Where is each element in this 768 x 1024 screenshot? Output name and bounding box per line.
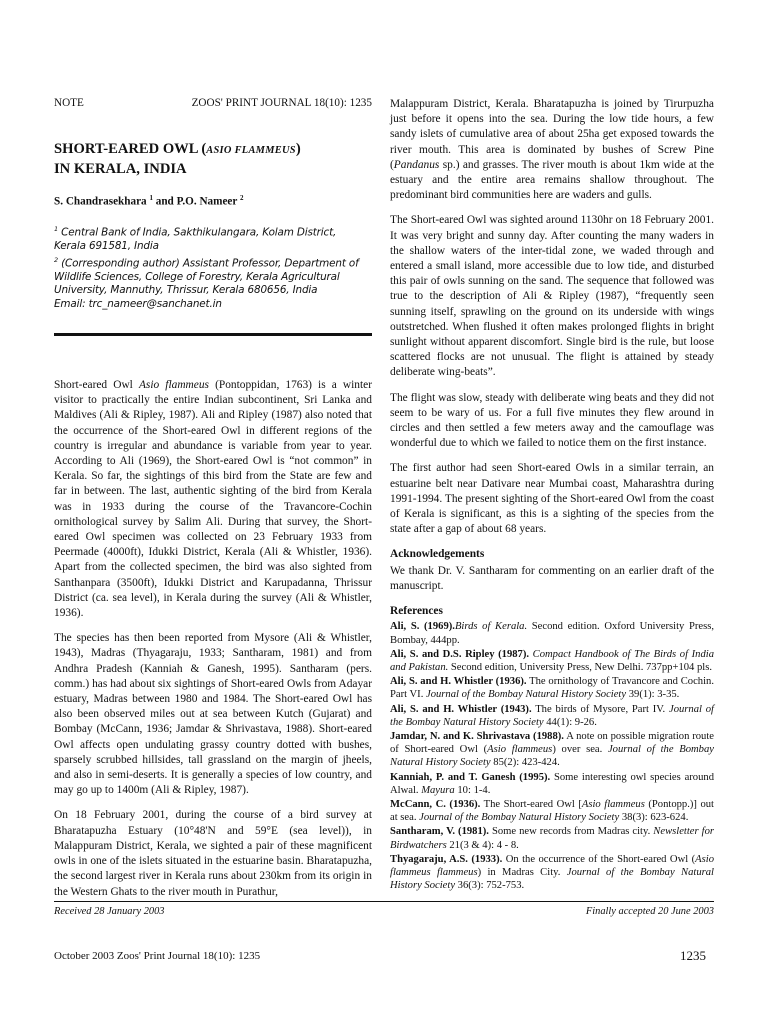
reference-title: Asio flammeus <box>487 744 553 756</box>
reference-item: Ali, S. (1969).Birds of Kerala. Second edition. Oxford University Press, Bombay, 444pp. <box>390 621 714 646</box>
reference-author: Ali, S. and H. Whistler (1943). <box>390 703 532 715</box>
title-line-2: IN KERALA, INDIA <box>54 161 187 177</box>
reference-title: Journal of the Bombay Natural History Society <box>390 744 714 769</box>
affiliation-2-marker: 2 <box>54 255 58 264</box>
reference-item: McCann, C. (1936). The Short-eared Owl [Asio flammeus (Pontopp.)] out at sea. Journal of the Bombay Natural History Society 38(3): 623-624. <box>390 798 714 824</box>
received-date: Received 28 January 2003 <box>54 906 165 917</box>
article-title <box>54 140 372 178</box>
paragraph-flight: The flight was slow, steady with deliberate wing beats and they did not seem to be wary of us. For a full five minutes they flew around in circles and then settled a few meters away and the camouflage was wonderful due to which we failed to notice them on the first instance. <box>390 391 714 450</box>
journal-citation: ZOOS' PRINT JOURNAL 18(10): 1235 <box>191 97 372 109</box>
reference-item: Kanniah, P. and T. Ganesh (1995). Some interesting owl species around Alwal. Mayura 10: 1-4. <box>390 771 714 796</box>
acknowledgements-heading: Acknowledgements <box>390 548 485 561</box>
affiliation-1-marker: 1 <box>54 225 58 233</box>
running-header <box>54 97 372 109</box>
reference-item: Santharam, V. (1981). Some new records from Madras city. Newsletter for Birdwatchers 21(3 & 4): 4 - 8. <box>390 826 714 851</box>
acknowledgements-text: We thank Dr. V. Santharam for commenting on an earlier draft of the manuscript. <box>390 564 714 592</box>
page-number: 1235 <box>680 948 706 963</box>
title-part: ) <box>295 141 301 157</box>
reference-author: Ali, S. and D.S. Ripley (1987). <box>390 648 530 660</box>
title-scientific-name: ASIO FLAMMEUS <box>206 145 296 156</box>
paragraph-observation: The Short-eared Owl was sighted around 1130hr on 18 February 2001. It was very bright and sunny day. After counting the many waders in the shallow waters of the inter-tidal zone, we waded through and entered a small island, more accessible due to low tide, and disturbed this pair of owls sunning on the sand. The sequence that followed was true to the description of Ali & Ripley (1987), “frequently seen sunning itself, sprawling on the ground on its underside with wings outstretched. When flushed it often makes prolonged flights in bright sunlight without apparent discomfort. Single bird is the rule, but loose scattered flocks are not unusual. The flight is attained by steady deliberate wing-beats”. <box>390 214 714 379</box>
reference-item: Thyagaraju, A.S. (1933). On the occurrence of the Short-eared Owl (Asio flammeus flammeus) in Madras City. Journal of the Bombay Natural History Society 36(3): 752-753. <box>390 853 714 892</box>
reference-item: Ali, S. and D.S. Ripley (1987). Compact Handbook of The Birds of India and Pakistan. Second edition, University Press, New Delhi. 737pp+104 pls. <box>390 648 715 673</box>
reference-title: Birds of Kerala. <box>454 621 528 633</box>
reference-author: Thyagaraju, A.S. (1933). <box>390 853 503 865</box>
accepted-date: Finally accepted 20 June 2003 <box>585 906 714 917</box>
left-column <box>54 378 372 910</box>
reference-author: Santharam, V. (1981). <box>390 826 489 838</box>
reference-title: Journal of the Bombay Natural History Society <box>419 812 620 824</box>
footer-divider <box>54 901 714 902</box>
email: Email: trc_nameer@sanchanet.in <box>54 297 222 310</box>
reference-item: Ali, S. and H. Whistler (1943). The birds of Mysore, Part IV. Journal of the Bombay Natural History Society 44(1): 9-26. <box>390 703 714 728</box>
paragraph-significance: The first author had seen Short-eared Owls in a similar terrain, an estuarine belt near Dativare near Mumbai coast, Maharashtra during 1991-1994. The present sighting of the Short-eared Owl from the coast of Kerala is significant, as this is a sighting of the species from the state after a gap of about 68 years. <box>390 462 714 536</box>
reference-title: Journal of the Bombay Natural History Society <box>390 703 714 728</box>
reference-title: Newsletter for Birdwatchers <box>390 826 714 851</box>
reference-author: Kanniah, P. and T. Ganesh (1995). <box>390 771 551 783</box>
reference-title: Journal of the Bombay Natural History Society <box>426 689 627 701</box>
title-divider <box>54 333 372 336</box>
right-column <box>390 97 714 893</box>
paragraph-study-area: Malappuram District, Kerala. Bharatapuzha is joined by Tirurpuzha just before it opens into the sea. During the low tide hours, a few sandy islets of cumulative area of about 25ha get exposed towards the river mouth. This area is dominated by bushes of Screw Pine (Pandanus sp.) and grasses. The river mouth is about 1km wide at the estuary and the entire area remains shallow throughout. The predominant bird communities here are waders and gulls. <box>390 98 714 202</box>
reference-author: Ali, S. and H. Whistler (1936). <box>390 676 527 688</box>
paragraph-sighting: On 18 February 2001, during the course of a bird survey at Bharatapuzha Estuary (10°48'N and 59°E (sea level)), in Malappuram District, Kerala, we sighted a pair of these magnificent owls in one of the islets situated in the estuarine basin. Bharatapuzha, the second largest river in Kerala runs about 230km from its origin in the Western Ghats to the river mouth in Purathur, <box>54 809 372 898</box>
references-list <box>390 620 714 892</box>
reference-title: Asio flammeus flammeus <box>390 853 714 878</box>
references-heading: References <box>390 605 443 618</box>
affiliation-2 <box>54 254 366 298</box>
title-part: SHORT-EARED OWL ( <box>54 141 207 157</box>
affiliation-2-text: (Corresponding author) Assistant Professor, Department of Wildlife Sciences, College of Forestry, Kerala Agricultural University, Mannuthy, Thrissur, Kerala 680656, India <box>54 257 359 297</box>
author-line <box>54 194 372 208</box>
reference-author: Jamdar, N. and K. Shrivastava (1988). <box>390 730 564 742</box>
affiliation-1-text: Central Bank of India, Sakthikulangara, Kolam District, Kerala 691581, India <box>54 226 337 253</box>
author-1-marker: 1 <box>149 194 153 202</box>
paragraph-intro: Short-eared Owl Asio flammeus (Pontoppidan, 1763) is a winter visitor to practically the entire Indian subcontinent, Sri Lanka and Maldives (Ali & Ripley, 1987). Ali and Ripley (1987) also noted that the occurrence of the Short-eared Owl in different regions of the country is irregular and abundance is variable from year to year. According to Ali (1969), the Short-eared Owl is “not common” in Kerala. So far, the sightings of this bird from the State are few and far in between. The last, authentic sighting of the bird from Kerala was in 1933 during the course of the Travancore-Cochin ornithological survey by Salim Ali. During that survey, the Short-eared Owl specimen was collected on 23 February 1933 from Peermade (4000ft), Idukki District, Kerala (Ali & Whistler, 1936). Apart from the collected specimen, the bird was also sighted from Santhanpara (3500ft), Idukki District and Karupadanna, Thrissur District (ca. sea level), in Kerala during the survey (Ali & Whistler, 1936). <box>54 379 373 620</box>
note-label: NOTE <box>54 97 84 109</box>
author-2-marker: 2 <box>239 194 244 202</box>
scientific-name: Pandanus <box>393 158 440 171</box>
reference-author: Ali, S. (1969). <box>390 621 455 633</box>
reference-title: Journal of the Bombay Natural History Society <box>390 866 714 892</box>
paragraph-distribution: The species has then been reported from Mysore (Ali & Whistler, 1943), Madras (Thyagaraju, 1933; Santharam, 1981) and from Andhra Pradesh (Kanniah & Ganesh, 1995). Santharam (pers. comm.) has had about six sightings of Short-eared Owls from Adayar estuary, Madras between 1980 and 1984. The Short-eared Owl has also been observed miles out at sea between Kutch (Gujarat) and Bombay (McCann, 1936; Jamdar & Shrivastava, 1988). Short-eared Owl affects open undulating grassy country dotted with bushes, sparsely scrubbed hillsides, tall grassland on the margin of jheels, and also in semi-deserts. It is generally a species of low country, and may go up to 1400m (Ali & Ripley, 1987). <box>54 632 372 797</box>
reference-item: Jamdar, N. and K. Shrivastava (1988). A note on possible migration route of Short-eared Owl (Asio flammeus) over sea. Journal of the Bombay Natural History Society 85(2): 423-424. <box>390 730 714 769</box>
issue-line: October 2003 Zoos' Print Journal 18(10): 1235 <box>54 950 261 962</box>
author-2: and P.O. Nameer <box>152 195 238 208</box>
scientific-name: Asio flammeus <box>138 379 209 391</box>
reference-item: Ali, S. and H. Whistler (1936). The ornithology of Travancore and Cochin. Part VI. Journal of the Bombay Natural History Society 39(1): 3-35. <box>390 676 714 701</box>
reference-title: Compact Handbook of The Birds of India and Pakistan. <box>390 648 715 673</box>
affiliations <box>54 223 366 312</box>
reference-title: Mayura <box>421 784 455 796</box>
reference-author: McCann, C. (1936). <box>390 798 481 810</box>
affiliation-1 <box>54 223 366 254</box>
reference-title: Asio flammeus <box>581 798 645 810</box>
author-1: S. Chandrasekhara <box>54 195 147 208</box>
